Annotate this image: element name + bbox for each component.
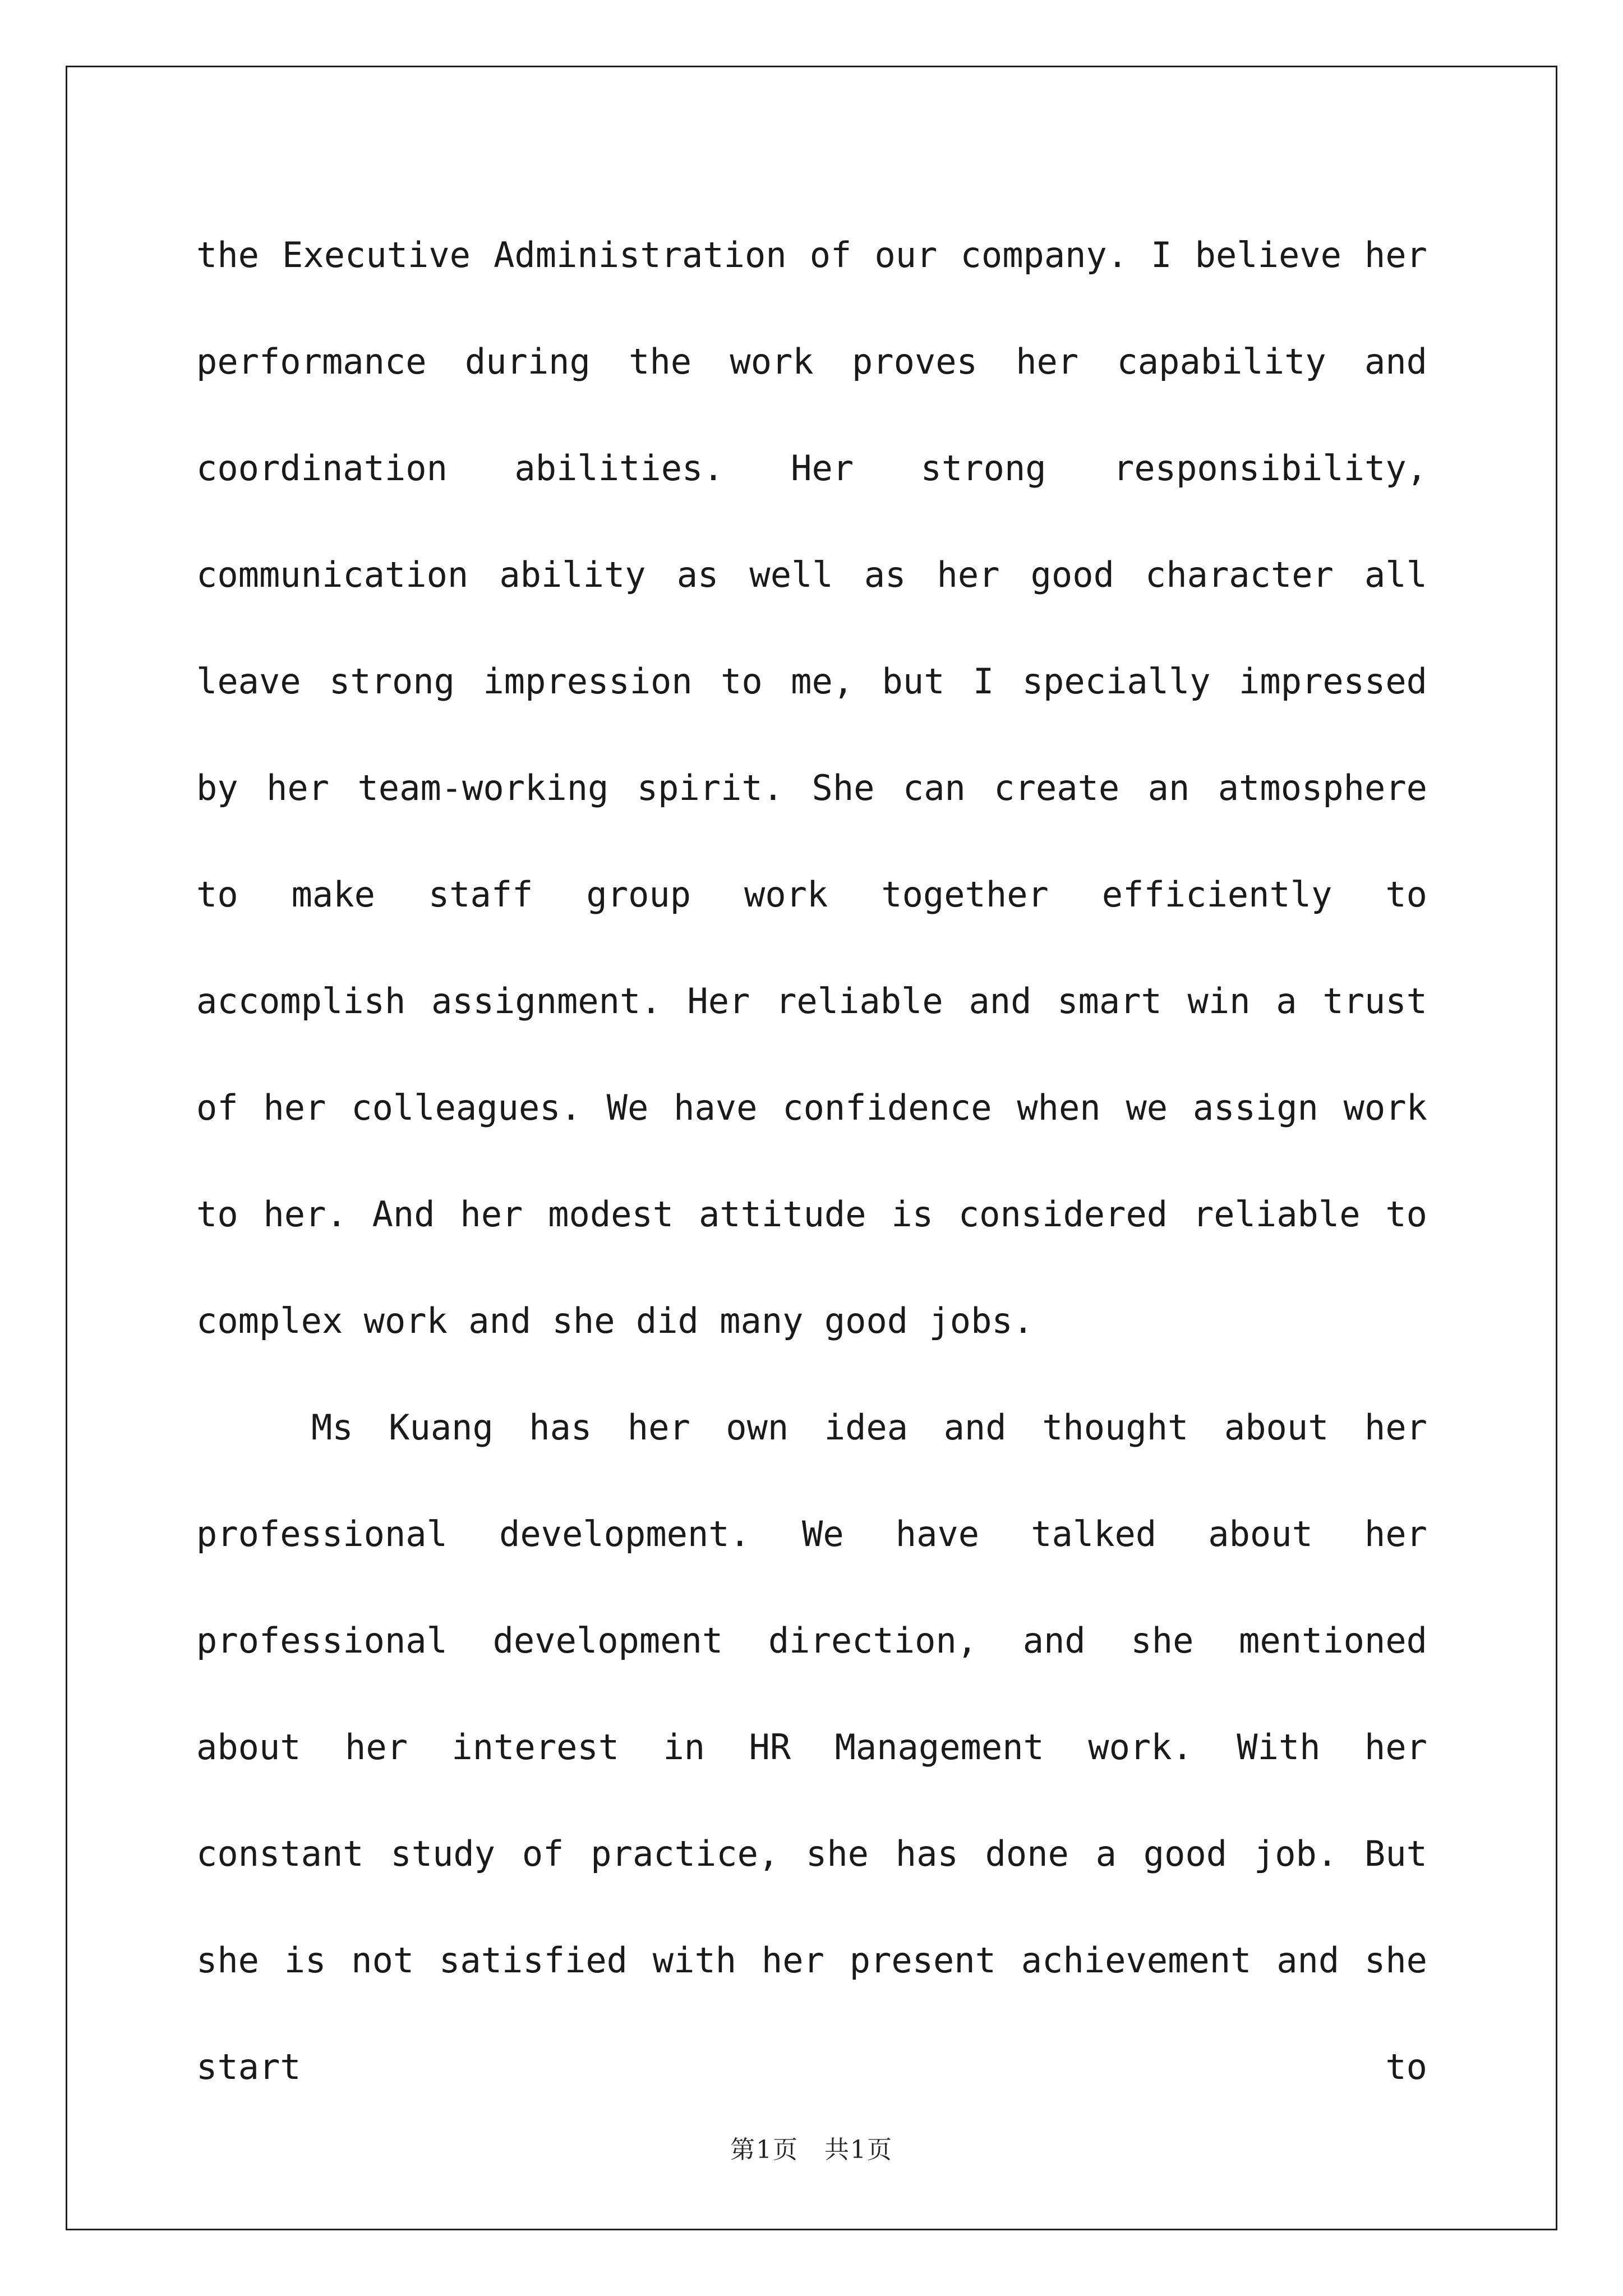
paragraph-1: the Executive Administration of our company. I believe her performance during the work proves her capability and coordination abilities. Her strong responsibility, communication ability as well as her good character all leave strong impression to me, but I specially impressed by her team-working spirit. She can create an atmosphere to make staff group work together efficiently to accomplish assignment. Her reliable and smart win a trust of her colleagues. We have confidence when we assign work to her. And her modest attitude is considered reliable to complex work and she did many good jobs. [196, 234, 1427, 1341]
document-body [196, 202, 1427, 2120]
page-footer: 第1页 共1页 [730, 2136, 893, 2164]
paragraph-2: Ms Kuang has her own idea and thought about her professional development. We have talked about her professional development direction, and she mentioned about her interest in HR Management work. With her constant study of practice, she has done a good job. But she is not satisfied with her present achievement and she start to [196, 1407, 1427, 2087]
